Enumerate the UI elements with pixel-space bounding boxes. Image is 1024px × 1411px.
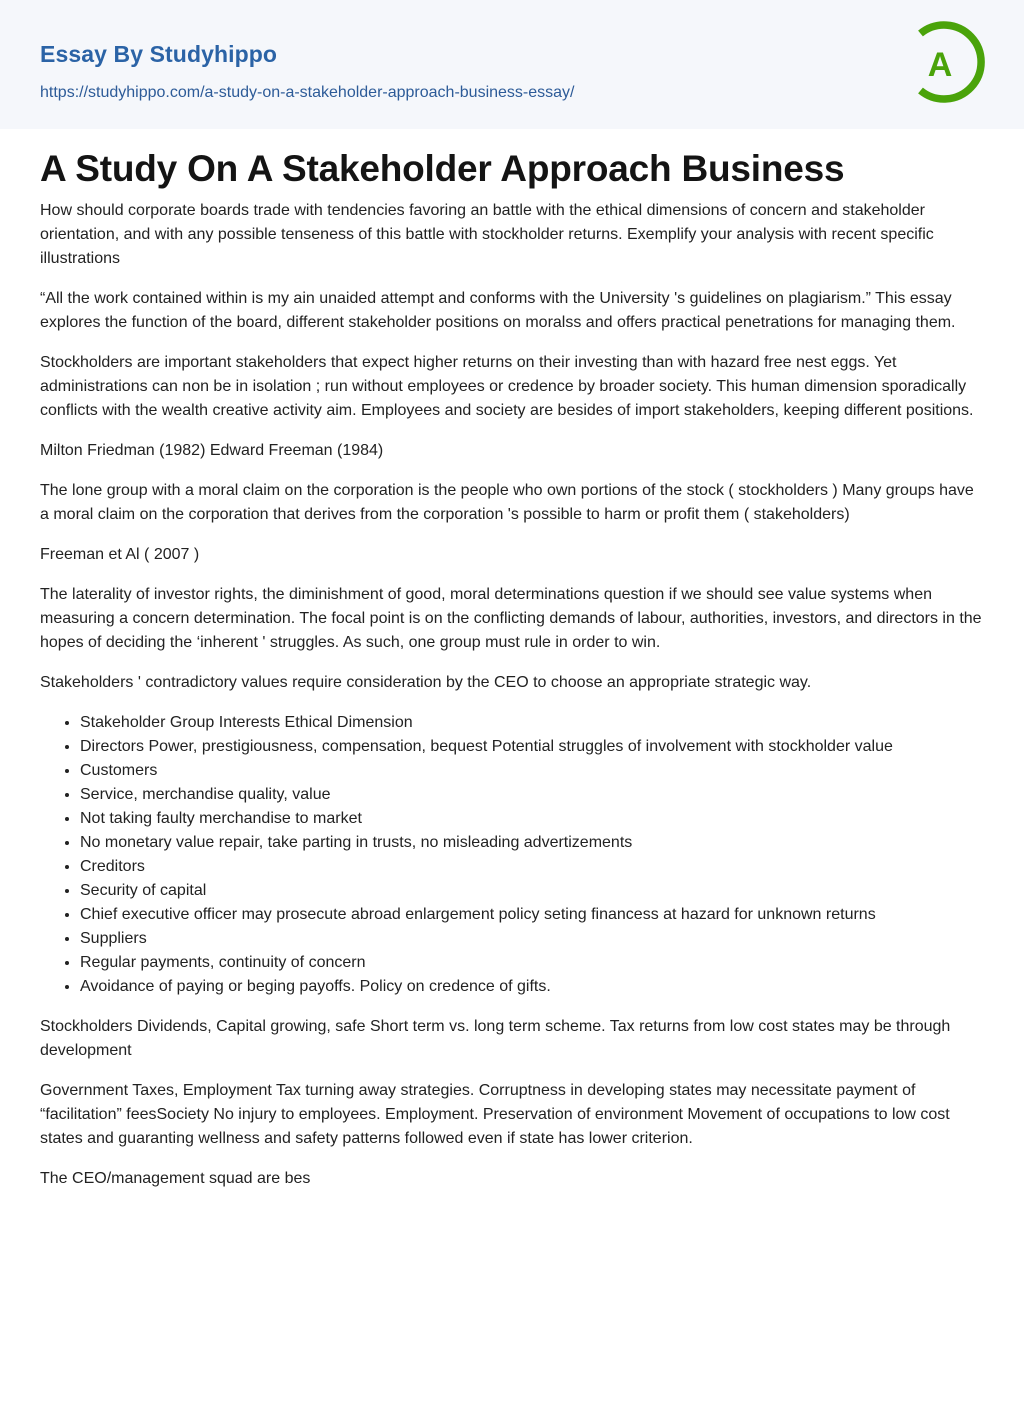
paragraph: Government Taxes, Employment Tax turning away strategies. Corruptness in developing states may necessitate payment of “facilitation” feesSociety No injury to employees. Employment. Preservation of environment Movement of occupations to low cost states and guaranting wellness and safety patterns followed even if state has lower criterion.: [40, 1082, 950, 1147]
paragraph: The lone group with a moral claim on the corporation is the people who own portions of the stock ( stockholders ) Many groups have a moral claim on the corporation that derives from the corporation 's possible to harm or profit them ( stakeholders): [40, 482, 974, 523]
list-item: • Customers: [80, 759, 984, 783]
page-title: A Study On A Stakeholder Approach Business: [40, 148, 845, 189]
list-item: • No monetary value repair, take parting in trusts, no misleading advertizements: [80, 831, 984, 855]
site-header: [0, 0, 1024, 129]
list-item: • Suppliers: [80, 927, 984, 951]
paragraph: Stakeholders ' contradictory values require consideration by the CEO to choose an appropriate strategic way.: [40, 674, 812, 691]
essay-content: [0, 147, 1024, 1191]
paragraph: The laterality of investor rights, the diminishment of good, moral determinations question if we should see value systems when measuring a concern determination. The focal point is on the conflicting demands of labour, authorities, investors, and directors in the hopes of deciding the ‘inherent ' struggles. As such, one group must rule in order to win.: [40, 586, 982, 651]
list-item: • Creditors: [80, 855, 984, 879]
studyhippo-logo-icon[interactable]: [910, 18, 990, 106]
list-item: • Chief executive officer may prosecute abroad enlargement policy seting financess at hazard for unknown returns: [80, 903, 984, 927]
paragraph-truncated: The CEO/management squad are bes: [40, 1170, 311, 1187]
stakeholder-list: [40, 711, 984, 999]
list-item: • Avoidance of paying or beging payoffs. Policy on credence of gifts.: [80, 975, 984, 999]
paragraph: Stockholders Dividends, Capital growing, safe Short term vs. long term scheme. Tax returns from low cost states may be through development: [40, 1018, 951, 1059]
list-item: • Directors Power, prestigiousness, compensation, bequest Potential struggles of involvement with stockholder value: [80, 735, 984, 759]
paragraph: Freeman et Al ( 2007 ): [40, 546, 200, 563]
list-item: • Regular payments, continuity of concern: [80, 951, 984, 975]
paragraph: Stockholders are important stakeholders that expect higher returns on their investing than with hazard free nest eggs. Yet administrations can non be in isolation ; run without employees or credence by broader society. This human dimension sporadically conflicts with the wealth creative activity aim. Employees and society are besides of import stakeholders, keeping different positions.: [40, 354, 974, 419]
paragraph: “All the work contained within is my ain unaided attempt and conforms with the University 's guidelines on plagiarism.” This essay explores the function of the board, different stakeholder positions on moralss and offers practical penetrations for managing them.: [40, 290, 956, 331]
svg-text:A: A: [927, 46, 953, 84]
paragraph: How should corporate boards trade with tendencies favoring an battle with the ethical dimensions of concern and stakeholder orientation, and with any possible tenseness of this battle with stockholder returns. Exemplify your analysis with recent specific illustrations: [40, 202, 934, 267]
paragraph: Milton Friedman (1982) Edward Freeman (1984): [40, 442, 384, 459]
list-item: • Security of capital: [80, 879, 984, 903]
essay-url-link[interactable]: https://studyhippo.com/a-study-on-a-stakeholder-approach-business-essay/: [40, 84, 575, 101]
list-item: • Service, merchandise quality, value: [80, 783, 984, 807]
brand-title: Essay By Studyhippo: [40, 41, 278, 67]
list-item: • Stakeholder Group Interests Ethical Dimension: [80, 711, 984, 735]
list-item: • Not taking faulty merchandise to market: [80, 807, 984, 831]
